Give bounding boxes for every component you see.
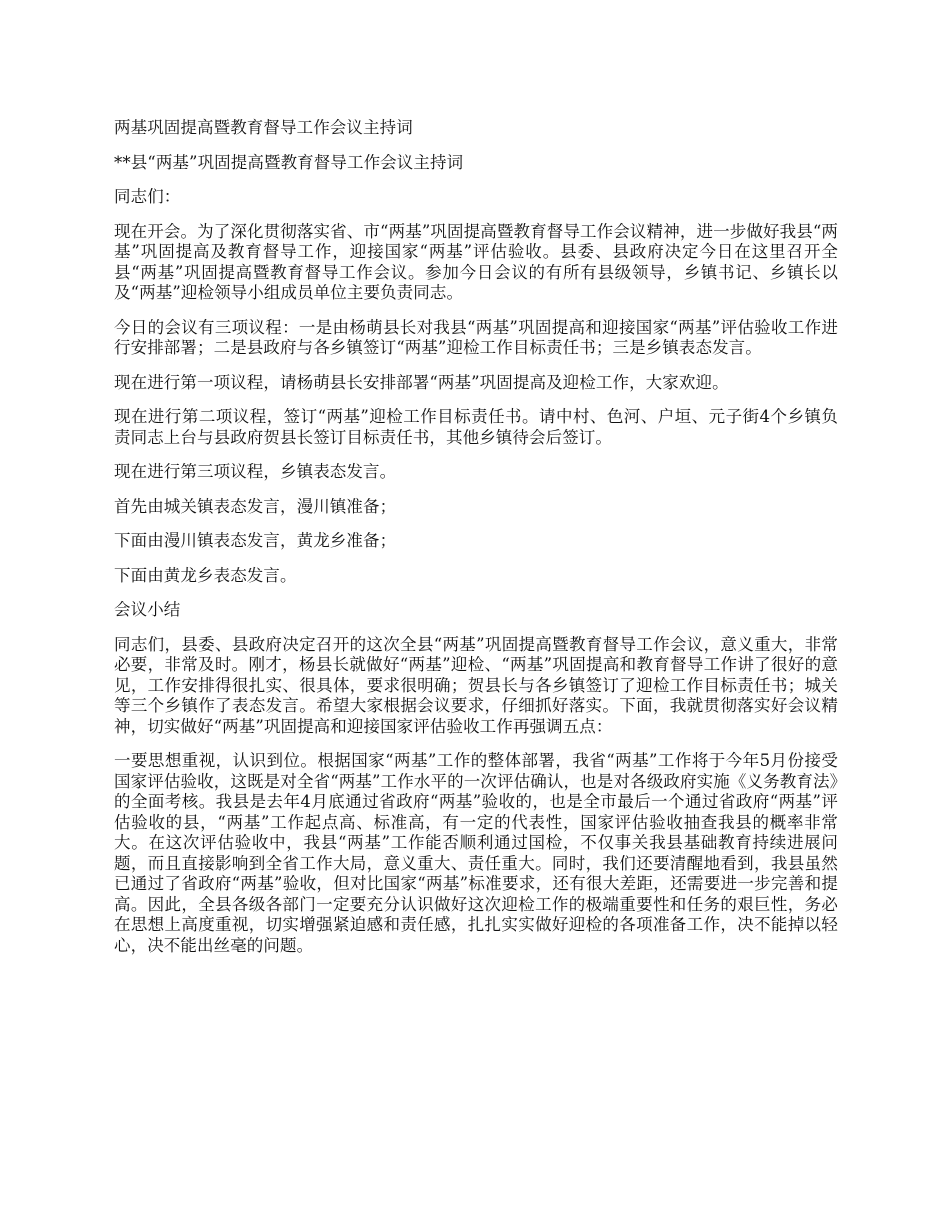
document-subtitle: **县“两基”巩固提高暨教育督导工作会议主持词 bbox=[114, 152, 464, 172]
paragraph-item-three: 现在进行第三项议程，乡镇表态发言。 bbox=[114, 462, 397, 481]
paragraph-speaker-3: 下面由黄龙乡表态发言。 bbox=[114, 565, 297, 585]
paragraph-item-one: 现在进行第一项议程，请杨萌县长安排部署“两基”巩固提高及迎检工作，大家欢迎。 bbox=[114, 372, 729, 392]
paragraph-speaker-1: 首先由城关镇表态发言，漫川镇准备； bbox=[114, 496, 397, 516]
paragraph-agenda: 今日的会议有三项议程：一是由杨萌县长对我县“两基”巩固提高和迎接国家“两基”评估验收工作进行安排部署；二是县政府与各乡镇签订“两基”迎检工作目标责任书；三是乡镇表态发言。 bbox=[114, 317, 838, 357]
document-page bbox=[114, 118, 838, 970]
salutation: 同志们： bbox=[114, 187, 181, 206]
paragraph-opening: 现在开会。为了深化贯彻落实省、市“两基”巩固提高暨教育督导工作会议精神，进一步做好我县“两基”巩固提高及教育督导工作，迎接国家“两基”评估验收。县委、县政府决定今日在这里召开全县“两基”巩固提高暨教育督导工作会议。参加今日会议的有所有县级领导，乡镇书记、乡镇长以及“两基”迎检领导小组成员单位主要负责同志。 bbox=[114, 221, 838, 302]
paragraph-summary: 同志们，县委、县政府决定召开的这次全县“两基”巩固提高暨教育督导工作会议，意义重大，非常必要，非常及时。刚才，杨县长就做好“两基”迎检、“两基”巩固提高和教育督导工作讲了很好的意见，工作安排得很扎实、很具体，要求很明确；贺县长与各乡镇签订了迎检工作目标责任书；城关等三个乡镇作了表态发言。希望大家根据会议要求，仔细抓好落实。下面，我就贯彻落实好会议精神，切实做好“两基”巩固提高和迎接国家评估验收工作再强调五点： bbox=[114, 634, 838, 736]
paragraph-point-one: 一要思想重视，认识到位。根据国家“两基”工作的整体部署，我省“两基”工作将于今年5月份接受国家评估验收，这既是对全省“两基”工作水平的一次评估确认，也是对各级政府实施《义务教育法》的全面考核。我县是去年4月底通过省政府“两基”验收的，也是全市最后一个通过省政府“两基”评估验收的县，“两基”工作起点高、标准高，有一定的代表性，国家评估验收抽查我县的概率非常大。在这次评估验收中，我县“两基”工作能否顺利通过国检，不仅事关我县基础教育持续进展问题，而且直接影响到全省工作大局，意义重大、责任重大。同时，我们还要清醒地看到，我县虽然已通过了省政府“两基”验收，但对比国家“两基”标准要求，还有很大差距，还需要进一步完善和提高。因此，全县各级各部门一定要充分认识做好这次迎检工作的极端重要性和任务的艰巨性，务必在思想上高度重视，切实增强紧迫感和责任感，扎扎实实做好迎检的各项准备工作，决不能掉以轻心，决不能出丝毫的问题。 bbox=[114, 751, 838, 955]
section-heading-summary: 会议小结 bbox=[114, 600, 181, 619]
document-title: 两基巩固提高暨教育督导工作会议主持词 bbox=[114, 118, 413, 137]
paragraph-item-two: 现在进行第二项议程，签订“两基”迎检工作目标责任书。请中村、色河、户垣、元子街4个乡镇负责同志上台与县政府贺县长签订目标责任书，其他乡镇待会后签订。 bbox=[114, 407, 838, 447]
paragraph-speaker-2: 下面由漫川镇表态发言，黄龙乡准备； bbox=[114, 531, 397, 550]
